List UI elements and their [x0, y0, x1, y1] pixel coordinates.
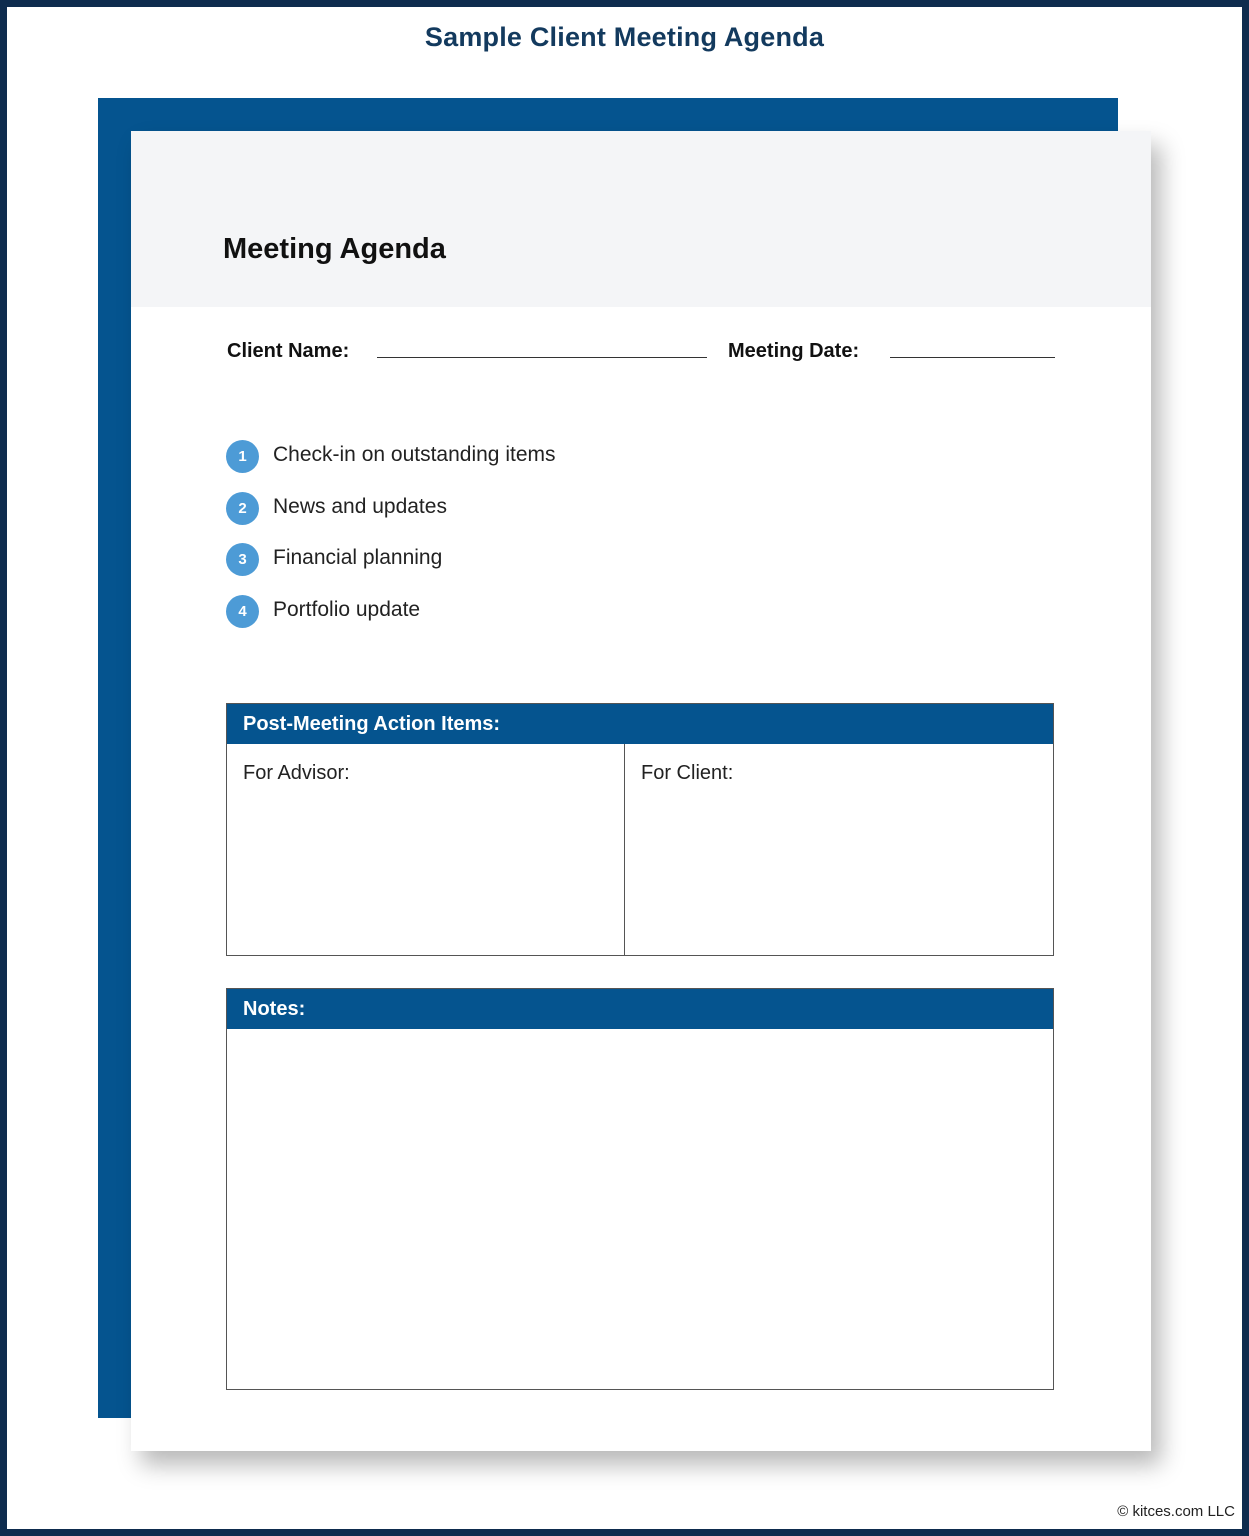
agenda-document: [131, 131, 1151, 1451]
notes-heading: Notes:: [227, 989, 1053, 1029]
client-column[interactable]: [625, 744, 1053, 955]
action-items-box: [226, 703, 1054, 956]
agenda-item-text: Financial planning: [273, 546, 443, 569]
notes-box: [226, 988, 1054, 1390]
page-title: Sample Client Meeting Agenda: [424, 22, 825, 52]
meeting-date-label: Meeting Date:: [728, 340, 860, 362]
advisor-label: For Advisor:: [243, 762, 350, 784]
number-badge: 3: [226, 543, 259, 576]
meeting-date-field[interactable]: [890, 357, 1055, 358]
agenda-item-text: News and updates: [273, 495, 447, 518]
agenda-item-text: Portfolio update: [273, 598, 421, 621]
client-name-label: Client Name:: [227, 340, 350, 362]
client-name-field[interactable]: [377, 357, 707, 358]
number-badge: 4: [226, 595, 259, 628]
notes-area[interactable]: [227, 1029, 1053, 1389]
action-items-heading: Post-Meeting Action Items:: [227, 704, 1053, 744]
document-header: [131, 131, 1151, 307]
number-badge: 1: [226, 440, 259, 473]
number-badge: 2: [226, 492, 259, 525]
advisor-column[interactable]: [227, 744, 625, 955]
copyright-text: © kitces.com LLC: [1117, 1503, 1235, 1520]
client-label: For Client:: [641, 762, 734, 784]
document-heading: Meeting Agenda: [223, 233, 446, 265]
agenda-item-text: Check-in on outstanding items: [273, 443, 556, 466]
